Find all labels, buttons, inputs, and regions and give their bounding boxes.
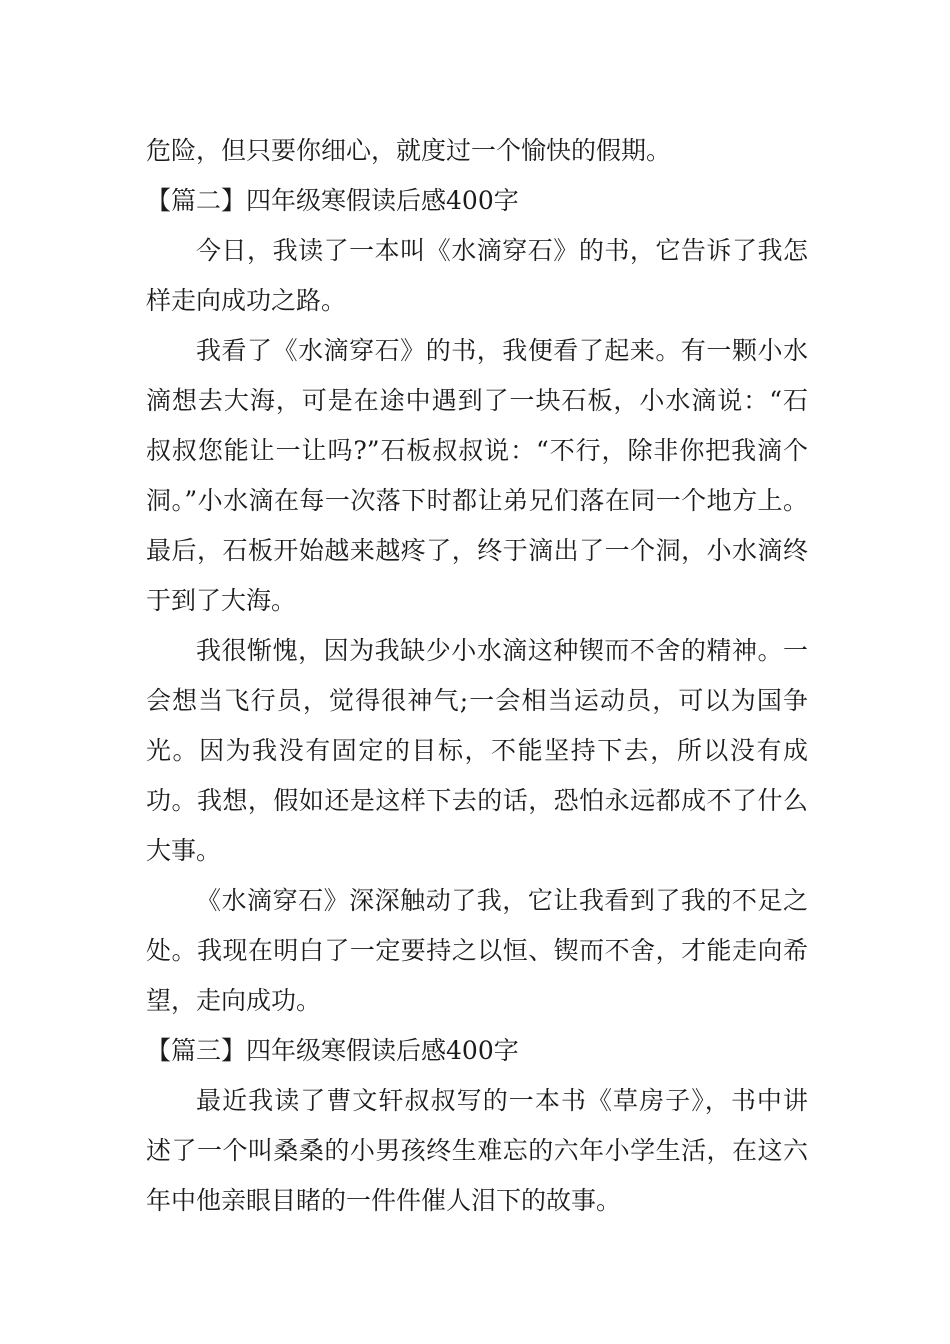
paragraph-2: 今日，我读了一本叫《水滴穿石》的书，它告诉了我怎样走向成功之路。 [146, 236, 808, 315]
document-body [146, 126, 808, 1226]
paragraph-5: 《水滴穿石》深深触动了我，它让我看到了我的不足之处。我现在明白了一定要持之以恒、锲而不舍，才能走向希望，走向成功。 [146, 886, 808, 1015]
section-heading-2: 【篇二】四年级寒假读后感400字 [146, 186, 519, 215]
paragraph-3: 我看了《水滴穿石》的书，我便看了起来。有一颗小水滴想去大海，可是在途中遇到了一块石板，小水滴说：“石叔叔您能让一让吗?”石板叔叔说：“不行，除非你把我滴个洞。”小水滴在每一次落下时都让弟兄们落在同一个地方上。最后，石板开始越来越疼了，终于滴出了一个洞，小水滴终于到了大海。 [146, 336, 808, 615]
paragraph-1: 危险，但只要你细心，就度过一个愉快的假期。 [146, 136, 672, 165]
paragraph-6: 最近我读了曹文轩叔叔写的一本书《草房子》，书中讲述了一个叫桑桑的小男孩终生难忘的六年小学生活，在这六年中他亲眼目睹的一件件催人泪下的故事。 [146, 1086, 808, 1215]
section-heading-3: 【篇三】四年级寒假读后感400字 [146, 1036, 519, 1065]
paragraph-4: 我很惭愧，因为我缺少小水滴这种锲而不舍的精神。一会想当飞行员，觉得很神气;一会相当运动员，可以为国争光。因为我没有固定的目标，不能坚持下去，所以没有成功。我想，假如还是这样下去的话，恐怕永远都成不了什么大事。 [146, 636, 808, 865]
